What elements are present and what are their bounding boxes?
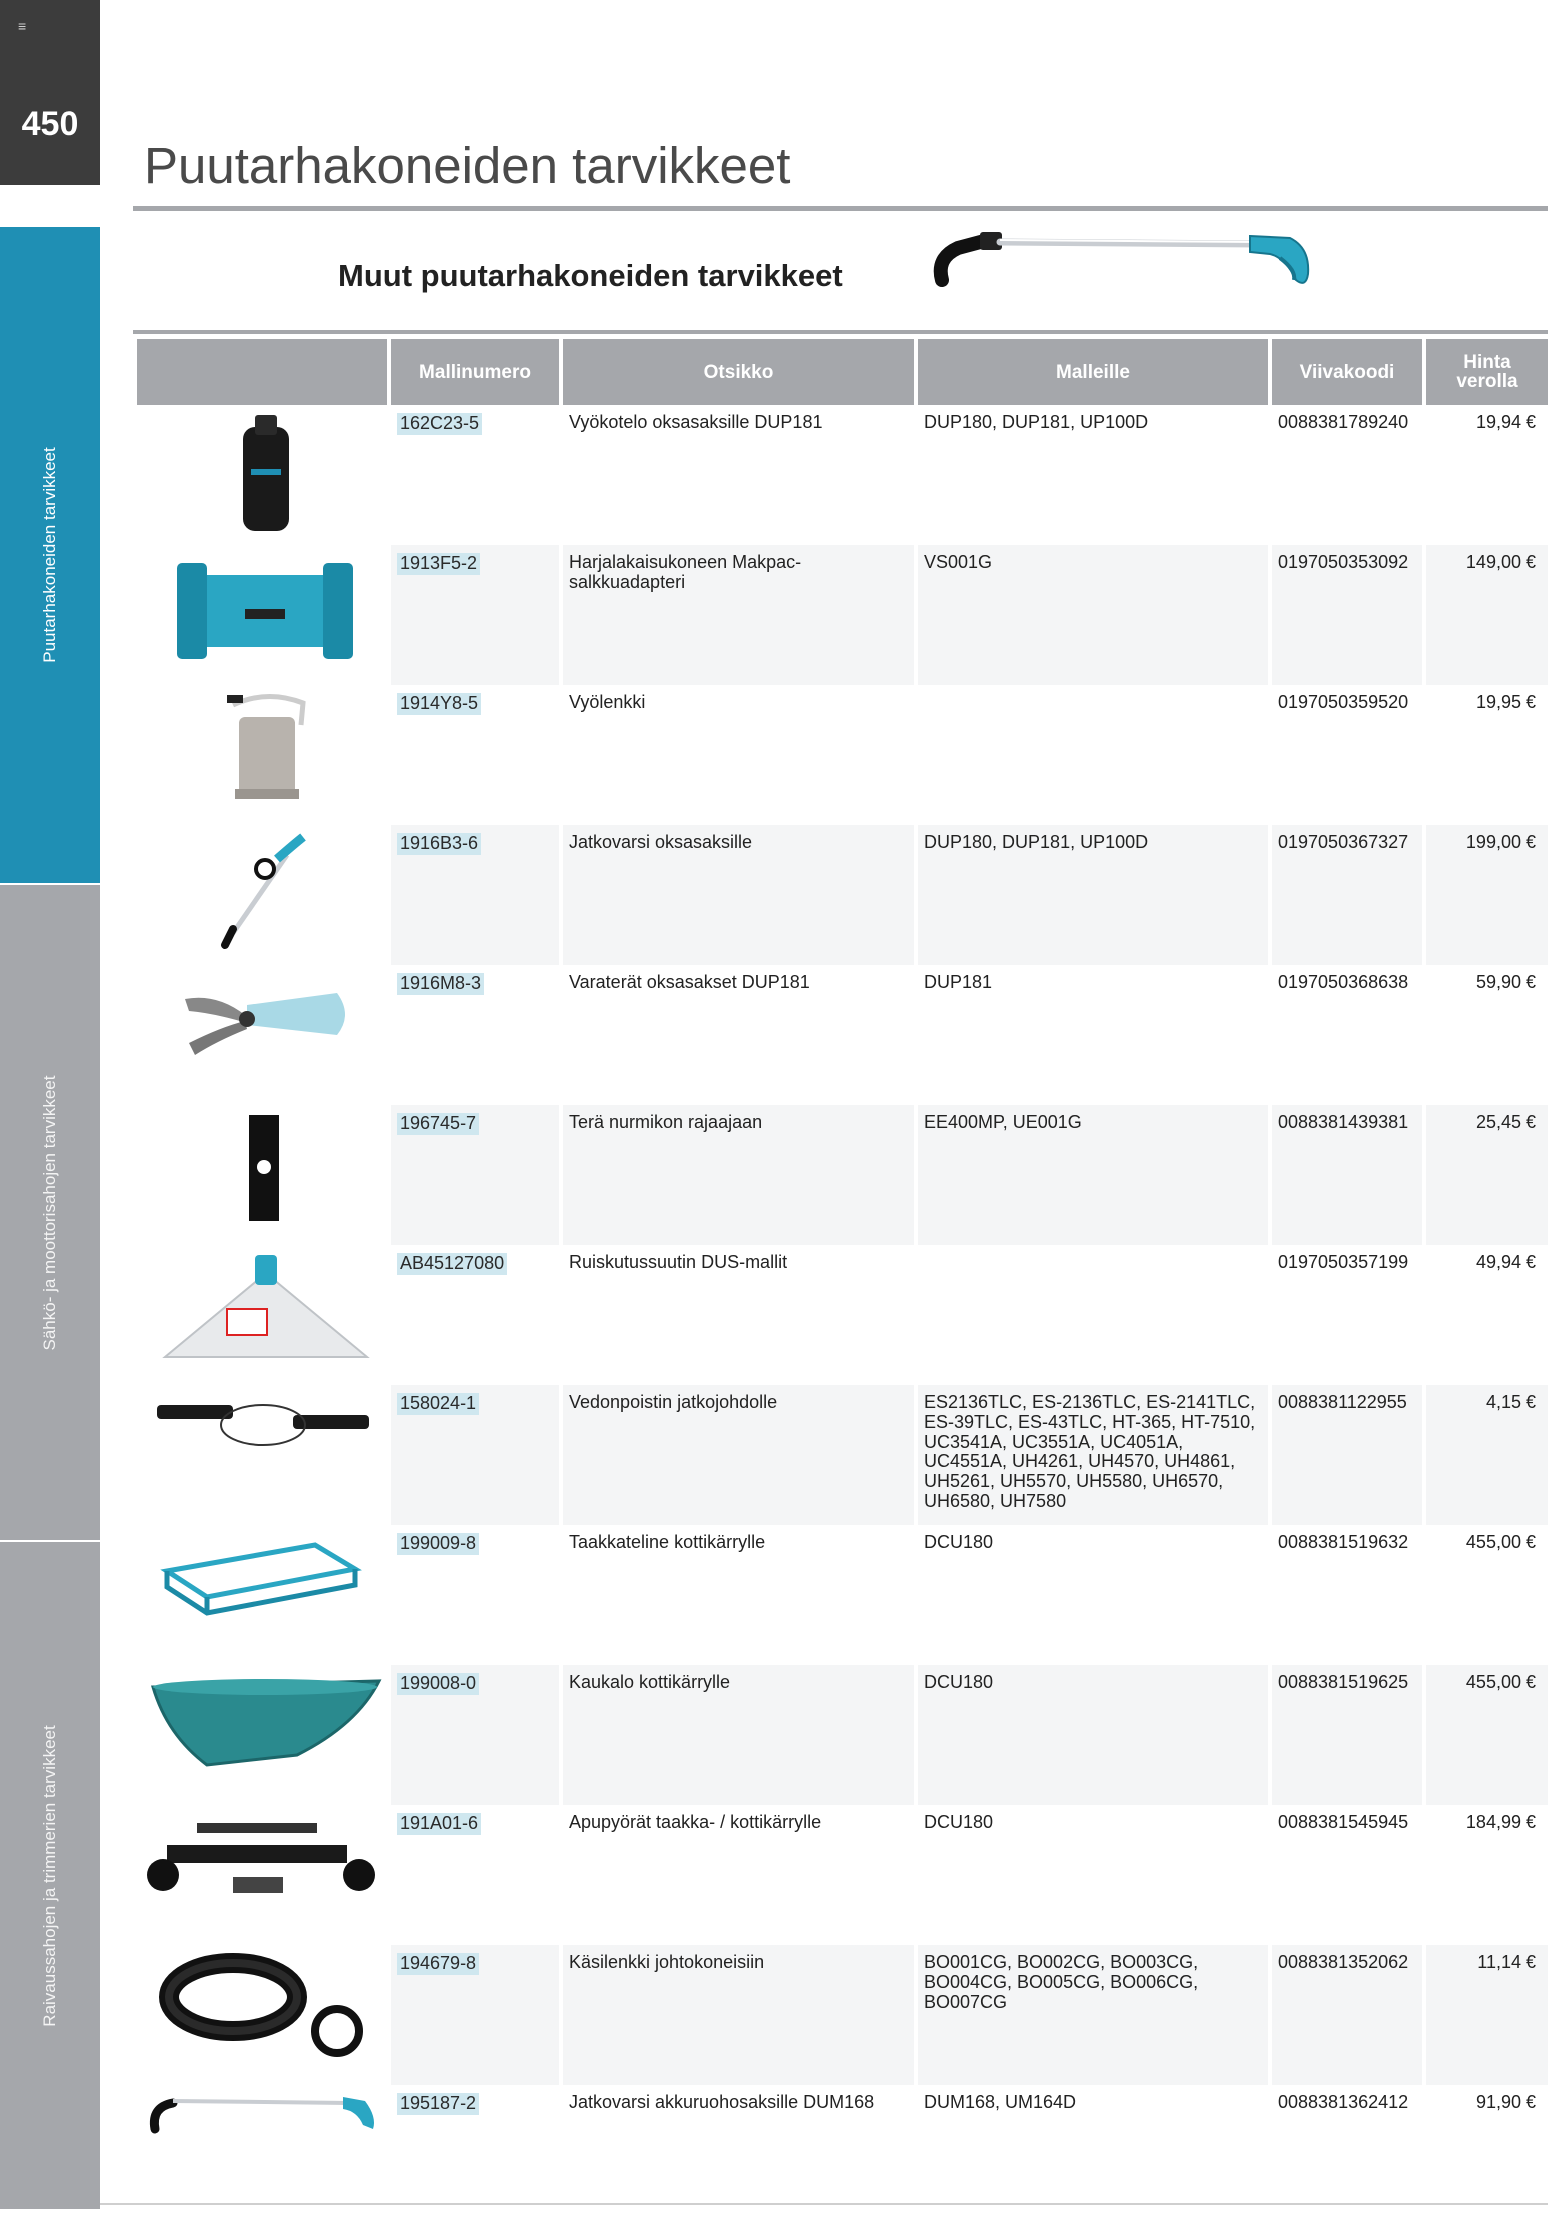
product-title: Harjalakaisukoneen Makpac-salkkuadapteri (563, 545, 914, 685)
product-models: ES2136TLC, ES-2136TLC, ES-2141TLC, ES-39TLC, ES-43TLC, HT-365, HT-7510, UC3541A, UC3551A, UC4051A, UC4551A, UH4261, UH4570, UH4861, UH5261, UH5570, UH5580, UH6570, UH6580, UH7580 (918, 1385, 1268, 1525)
header-title: Otsikko (563, 339, 914, 405)
holster-icon (137, 405, 387, 537)
cord-holder-icon (137, 1385, 387, 1483)
table-row (137, 685, 1548, 825)
product-price: 455,00 € (1426, 1665, 1548, 1805)
product-price: 91,90 € (1475, 2092, 1536, 2112)
product-models (918, 1245, 1268, 1385)
product-title: Taakkateline kottikärrylle (569, 1532, 766, 1552)
cargo-rack-icon (137, 1525, 387, 1657)
table-row (137, 1245, 1548, 1385)
table-row (137, 1105, 1548, 1245)
product-price: 199,00 € (1426, 825, 1548, 965)
product-barcode: 0088381439381 (1272, 1105, 1422, 1245)
product-price: 19,94 € (1475, 412, 1536, 432)
product-price: 11,14 € (1426, 1945, 1548, 2085)
table-row (137, 1945, 1548, 2085)
product-barcode: 0197050353092 (1272, 545, 1422, 685)
product-price: 149,00 € (1426, 545, 1548, 685)
adapter-icon (137, 545, 387, 677)
bottom-divider (100, 2203, 1548, 2205)
menu-icon: ≡ (18, 18, 27, 34)
product-models: VS001G (918, 545, 1268, 685)
title-divider (133, 206, 1548, 211)
product-models: EE400MP, UE001G (918, 1105, 1268, 1245)
sku-link[interactable]: 1916M8-3 (397, 973, 484, 995)
product-title: Käsilenkki johtokoneisiin (563, 1945, 914, 2085)
table-row (137, 1525, 1548, 1665)
product-price: 455,00 € (1465, 1532, 1536, 1552)
product-title: Ruiskutussuutin DUS-mallit (569, 1252, 788, 1272)
shears-blade-icon (137, 965, 387, 1097)
extension-pole-icon (137, 825, 387, 957)
spray-nozzle-icon (137, 1245, 387, 1377)
extension-handle-icon (137, 2085, 387, 2143)
product-models: DUP181 (924, 972, 993, 992)
product-barcode: 0197050368638 (1278, 972, 1409, 992)
product-models (918, 685, 1268, 825)
side-tab-garden[interactable] (0, 227, 100, 883)
product-barcode: 0088381352062 (1272, 1945, 1422, 2085)
section-divider (133, 330, 1548, 334)
table-row (137, 1805, 1548, 1945)
product-models: DUP180, DUP181, UP100D (924, 412, 1149, 432)
product-barcode: 0088381519625 (1272, 1665, 1422, 1805)
product-barcode: 0088381362412 (1278, 2092, 1409, 2112)
section-title: Muut puutarhakoneiden tarvikkeet (338, 258, 843, 293)
header-sku: Mallinumero (391, 339, 559, 405)
product-models: DCU180 (924, 1532, 994, 1552)
table-header-row (137, 339, 1548, 405)
product-title: Kaukalo kottikärrylle (563, 1665, 914, 1805)
side-tab-label: Raivaussahojen ja trimmerien tarvikkeet (40, 1724, 59, 2027)
side-tab-chainsaw[interactable] (0, 885, 100, 1540)
header-models: Malleille (918, 339, 1268, 405)
side-tab-label: Sähkö- ja moottorisahojen tarvikkeet (40, 1075, 59, 1350)
header-barcode: Viivakoodi (1272, 339, 1422, 405)
page-title: Puutarhakoneiden tarvikkeet (144, 137, 791, 194)
product-barcode: 0088381789240 (1278, 412, 1409, 432)
sku-link[interactable]: 162C23-5 (397, 413, 482, 435)
wheels-icon (137, 1805, 387, 1937)
product-barcode: 0088381122955 (1272, 1385, 1422, 1525)
product-price: 19,95 € (1475, 692, 1536, 712)
side-tab-brushcutter[interactable] (0, 1542, 100, 2209)
product-title: Terä nurmikon rajaajaan (563, 1105, 914, 1245)
belt-loop-icon (137, 685, 387, 817)
product-price: 25,45 € (1426, 1105, 1548, 1245)
product-price: 49,94 € (1475, 1252, 1536, 1272)
product-barcode: 0197050367327 (1272, 825, 1422, 965)
product-price: 4,15 € (1426, 1385, 1548, 1525)
sku-link[interactable]: 1913F5-2 (397, 553, 480, 575)
sku-link[interactable]: 158024-1 (397, 1393, 479, 1415)
product-title: Vyölenkki (569, 692, 646, 712)
product-title: Apupyörät taakka- / kottikärrylle (569, 1812, 822, 1832)
product-barcode: 0197050359520 (1278, 692, 1409, 712)
product-barcode: 0197050357199 (1278, 1252, 1409, 1272)
sku-link[interactable]: 196745-7 (397, 1113, 479, 1135)
sku-link[interactable]: 194679-8 (397, 1953, 479, 1975)
product-barcode: 0088381519632 (1278, 1532, 1409, 1552)
sku-link[interactable]: 191A01-6 (397, 1813, 481, 1835)
table-row (137, 405, 1548, 545)
product-title: Vedonpoistin jatkojohdolle (563, 1385, 914, 1525)
table-row (137, 1385, 1548, 1525)
product-models: BO001CG, BO002CG, BO003CG, BO004CG, BO005CG, BO006CG, BO007CG (918, 1945, 1268, 2085)
side-tab-label: Puutarhakoneiden tarvikkeet (40, 447, 59, 663)
edger-blade-icon (137, 1105, 387, 1237)
product-barcode: 0088381545945 (1278, 1812, 1409, 1832)
table-row (137, 545, 1548, 685)
hand-strap-icon (137, 1945, 387, 2077)
sku-link[interactable]: 1916B3-6 (397, 833, 481, 855)
product-title: Jatkovarsi akkuruohosaksille DUM168 (569, 2092, 875, 2112)
product-title: Varaterät oksasakset DUP181 (569, 972, 810, 992)
page-number: 450 (0, 100, 100, 148)
sku-link[interactable]: 1914Y8-5 (397, 693, 481, 715)
sku-link[interactable]: 195187-2 (397, 2093, 479, 2115)
product-models: DCU180 (924, 1812, 994, 1832)
product-title: Vyökotelo oksasaksille DUP181 (569, 412, 823, 432)
header-image (137, 339, 387, 405)
sku-link[interactable]: 199008-0 (397, 1673, 479, 1695)
table-row (137, 1665, 1548, 1805)
product-price: 59,90 € (1475, 972, 1536, 992)
corner-block (0, 0, 100, 185)
product-title: Jatkovarsi oksasaksille (563, 825, 914, 965)
product-models: DCU180 (918, 1665, 1268, 1805)
tub-icon (137, 1665, 387, 1783)
hero-extension-pole-image (930, 218, 1340, 300)
product-table (133, 339, 1550, 2225)
product-models: DUP180, DUP181, UP100D (918, 825, 1268, 965)
table-row (137, 825, 1548, 965)
product-models: DUM168, UM164D (924, 2092, 1077, 2112)
sku-link[interactable]: AB45127080 (397, 1253, 507, 1275)
table-row (137, 965, 1548, 1105)
product-price: 184,99 € (1465, 1812, 1536, 1832)
header-price: Hinta verolla (1426, 339, 1548, 405)
sku-link[interactable]: 199009-8 (397, 1533, 479, 1555)
